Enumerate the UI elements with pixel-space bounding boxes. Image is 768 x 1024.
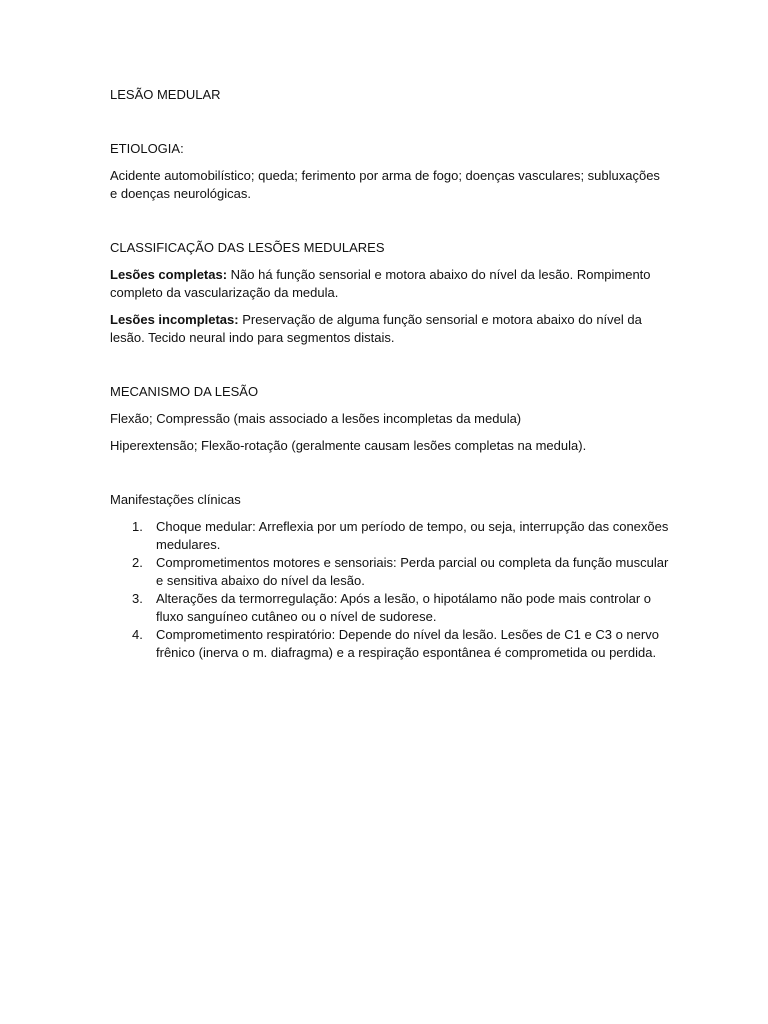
mecanismo-line: Flexão; Compressão (mais associado a lesões incompletas da medula) — [110, 411, 522, 426]
manifestacoes-list — [110, 518, 670, 662]
classificacao-item-completas — [110, 266, 670, 302]
classificacao-label: Lesões completas: — [110, 267, 228, 282]
list-item-number: 1. — [132, 519, 143, 534]
classificacao-text: Não há função sensorial e motora abaixo do nível da lesão. Rompimento completo da vascularização da medula. — [110, 267, 651, 300]
list-item-number: 3. — [132, 591, 143, 606]
list-item-text: Comprometimentos motores e sensoriais: Perda parcial ou completa da função muscular e sensitiva abaixo do nível da lesão. — [156, 555, 669, 588]
list-item-number: 4. — [132, 627, 143, 642]
list-item-text: Choque medular: Arreflexia por um período de tempo, ou seja, interrupção das conexões medulares. — [156, 519, 669, 552]
list-item — [110, 626, 670, 662]
classificacao-label: Lesões incompletas: — [110, 312, 239, 327]
list-item-text: Alterações da termorregulação: Após a lesão, o hipotálamo não pode mais controlar o fluxo sanguíneo cutâneo ou o nível de sudorese. — [156, 591, 652, 624]
spacer — [110, 203, 670, 239]
spacer — [110, 257, 670, 266]
list-item — [110, 590, 670, 626]
spacer — [110, 428, 670, 437]
list-item-number: 2. — [132, 555, 143, 570]
spacer — [110, 347, 670, 383]
section-heading-etiologia: ETIOLOGIA: — [110, 141, 184, 156]
etiologia-text: Acidente automobilístico; queda; ferimento por arma de fogo; doenças vasculares; subluxações e doenças neurológicas. — [110, 168, 660, 201]
spacer — [110, 455, 670, 491]
spacer — [110, 401, 670, 410]
document-body — [110, 86, 670, 662]
spacer — [110, 104, 670, 140]
section-heading-classificacao: CLASSIFICAÇÃO DAS LESÕES MEDULARES — [110, 240, 385, 255]
list-item — [110, 518, 670, 554]
list-item — [110, 554, 670, 590]
spacer — [110, 158, 670, 167]
list-item-text: Comprometimento respiratório: Depende do nível da lesão. Lesões de C1 e C3 o nervo frênico (inerva o m. diafragma) e a respiração espontânea é comprometida ou perdida. — [156, 627, 659, 660]
section-heading-mecanismo: MECANISMO DA LESÃO — [110, 384, 259, 399]
classificacao-text: Preservação de alguma função sensorial e motora abaixo do nível da lesão. Tecido neural indo para segmentos distais. — [110, 312, 642, 345]
section-heading-manifestacoes: Manifestações clínicas — [110, 492, 241, 507]
spacer — [110, 509, 670, 518]
document-title: LESÃO MEDULAR — [110, 87, 221, 102]
classificacao-item-incompletas — [110, 311, 670, 347]
spacer — [110, 302, 670, 311]
mecanismo-line: Hiperextensão; Flexão-rotação (geralmente causam lesões completas na medula). — [110, 438, 587, 453]
